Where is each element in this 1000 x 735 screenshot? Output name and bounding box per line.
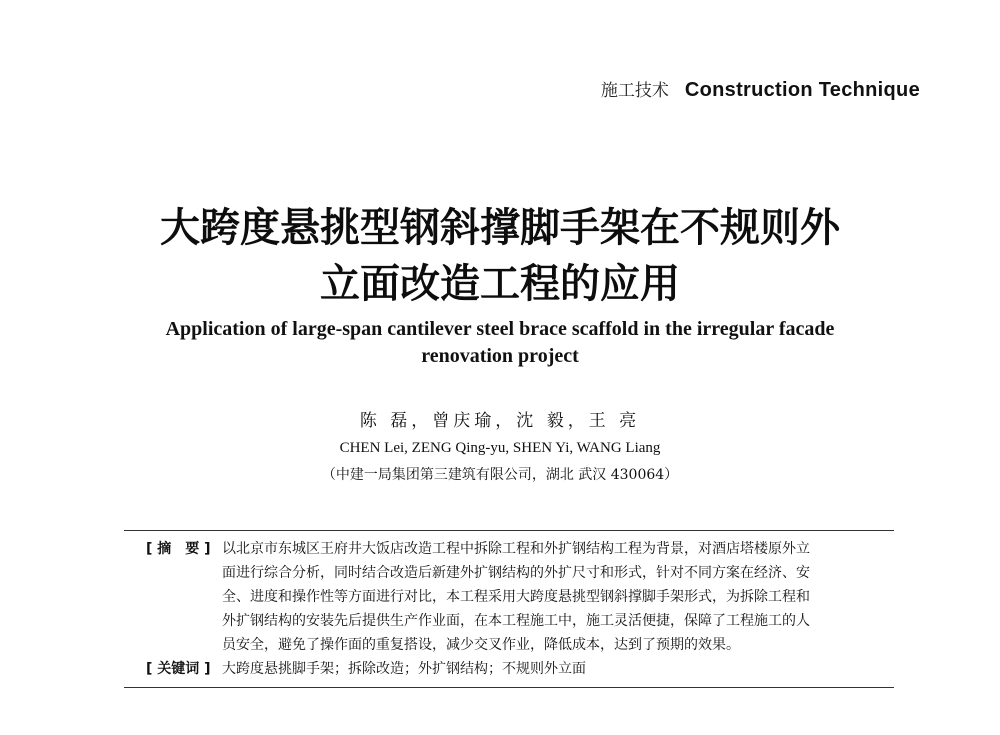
keywords-label: [ 关键词 ] xyxy=(146,661,211,677)
abstract-line-4: 外扩钢结构的安装先后提供生产作业面，在本工程施工中，施工灵活便捷，保障了工程施工的人 xyxy=(222,613,810,629)
authors-cn: 陈 磊，曾庆瑜，沈 毅，王 亮 xyxy=(359,411,641,431)
authors-en: CHEN Lei, ZENG Qing-yu, SHEN Yi, WANG Liang xyxy=(339,440,661,456)
title-en-line-2: renovation project xyxy=(421,345,579,367)
abstract-block xyxy=(146,537,870,681)
abstract-bottom-rule xyxy=(124,687,894,688)
paper-title-en xyxy=(0,316,1000,370)
section-name-en: Construction Technique xyxy=(684,79,920,101)
abstract-line-1: 以北京市东城区王府井大饭店改造工程中拆除工程和外扩钢结构工程为背景，对酒店塔楼原外立 xyxy=(222,541,810,557)
keywords-text xyxy=(222,657,870,681)
abstract-row xyxy=(146,537,870,657)
abstract-line-2: 面进行综合分析，同时结合改造后新建外扩钢结构的外扩尺寸和形式，针对不同方案在经济、安 xyxy=(222,565,810,581)
abstract-body xyxy=(222,537,870,657)
abstract-line-3: 全、进度和操作性等方面进行对比，本工程采用大跨度悬挑型钢斜撑脚手架形式，为拆除工程和 xyxy=(222,589,810,605)
abstract-line-5: 员安全，避免了操作面的重复搭设，减少交叉作业，降低成本，达到了预期的效果。 xyxy=(222,637,740,653)
abstract-top-rule xyxy=(124,530,894,531)
keywords-row xyxy=(146,657,870,681)
keywords-line: 大跨度悬挑脚手架；拆除改造；外扩钢结构；不规则外立面 xyxy=(222,661,586,677)
journal-section-header xyxy=(601,76,920,102)
title-en-line-1: Application of large-span cantilever steel brace scaffold in the irregular facade xyxy=(165,318,835,340)
affiliation: （中建一局集团第三建筑有限公司，湖北 武汉 430064） xyxy=(321,467,679,483)
section-name-cn: 施工技术 xyxy=(600,81,669,101)
paper-title-cn xyxy=(0,200,1000,312)
title-cn-line-1: 大跨度悬挑型钢斜撑脚手架在不规则外 xyxy=(160,204,840,251)
abstract-label: [ 摘 要 ] xyxy=(146,541,211,557)
title-cn-line-2: 立面改造工程的应用 xyxy=(320,260,680,307)
